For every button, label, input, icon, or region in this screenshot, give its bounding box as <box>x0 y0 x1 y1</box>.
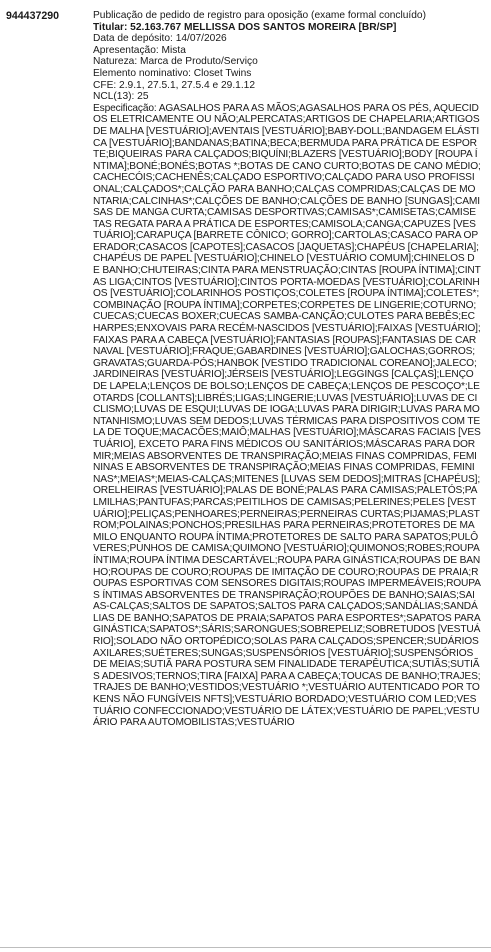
deposit-date: Data de depósito: 14/07/2026 <box>93 33 227 45</box>
nature-line: Natureza: Marca de Produto/Serviço <box>93 56 258 68</box>
specification-text: AGASALHOS PARA AS MÃOS;AGASALHOS PARA OS PÉS, AQUECIDOS ELETRICAMENTE OU NÃO;ALPERCATAS;ARTIGOS DE CHAPELARIA;ARTIGOS DE MALHA [VESTUÁRIO];AVENTAIS [VESTUÁRIO];BABY-DOLL;BANDAGEM ELÁSTICA [VESTUÁRIO];BANDANAS;BATINA;BECA;BERMUDA PARA PRÁTICA DE ESPORTE;BIQUEIRAS PARA CALÇADOS;BIQUÍNI;BLAZERS [VESTUÁRIO];BODY [ROUPA ÍNTIMA];BONÉ;BONÉS;BOTAS *;BOTAS DE CANO CURTO;BOTAS DE CANO MÉDIO;CACHECÓIS;CACHENÊS;CALÇADO ESPORTIVO;CALÇADO PARA USO PROFISSIONAL;CALÇADOS*;CALÇÃO PARA BANHO;CALÇAS COMPRIDAS;CALÇAS DE MONTARIA;CALCINHAS*;CALÇÕES DE BANHO;CALÇÕES DE BANHO [SUNGAS];CAMISAS DE MANGA CURTA;CAMISAS DESPORTIVAS;CAMISAS*;CAMISETAS;CAMISETAS REGATA PARA A PRÁTICA DE ESPORTES;CAMISOLA;CANGA;CAPUZES [VESTUÁRIO];CARAPUÇA [BARRETE CÔNICO; GORRO];CARTOLAS;CASACO PARA OPERADOR;CASACOS [CAPOTES];CASACOS [JAQUETAS];CHAPÉUS [CHAPELARIA];CHAPÉUS DE PAPEL [VESTUÁRIO];CHINELO [VESTUÁRIO COMUM];CHINELOS DE BANHO;CHUTEIRAS;CINTA PARA MENSTRUAÇÃO;CINTAS [ROUPA ÍNTIMA];CINTAS LIGA;CINTOS [VESTUÁRIO];CINTOS PORTA-MOEDAS [VESTUÁRIO];COLARINHOS [VESTUÁRIO];COLARINHOS POSTIÇOS;COLETES [ROUPA ÍNTIMA];COLETES*;COMBINAÇÃO [ROUPA ÍNTIMA];CORPETES;CORPETES DE LINGERIE;COTURNO;CUECAS;CUECAS BOXER;CUECAS SAMBA-CANÇÃO;CULOTES PARA BEBÊS;ECHARPES;ENXOVAIS PARA RECÉM-NASCIDOS [VESTUÁRIO];FAIXAS [VESTUÁRIO];FAIXAS PARA A CABEÇA [VESTUÁRIO];FANTASIAS [ROUPAS];FANTASIAS DE CARNAVAL [VESTUÁRIO];FRAQUE;GABARDINES [VESTUÁRIO];GALOCHAS;GORROS;GRAVATAS;GUARDA-PÓS;HANBOK [VESTIDO TRADICIONAL COREANO];JALECO;JARDINEIRAS [VESTUÁRIO];JÉRSEIS [VESTUÁRIO];LEGGINGS [CALÇAS];LENÇO DE LAPELA;LENÇOS DE BOLSO;LENÇOS DE CABEÇA;LENÇOS DE PESCOÇO*;LEOTARDS [COLLANTS];LIBRÉS;LIGAS;LINGERIE;LUVAS [VESTUÁRIO];LUVAS DE CICLISMO;LUVAS DE ESQUI;LUVAS DE IOGA;LUVAS PARA DIRIGIR;LUVAS PARA MONTANHISMO;LUVAS SEM DEDOS;LUVAS TÉRMICAS PARA DISPOSITIVOS COM TELA DE TOQUE;MACACÕES;MAIÔ;MALHAS [VESTUÁRIO];MÁSCARAS FACIAIS [VESTUÁRIO], EXCETO PARA FINS MÉDICOS OU SANITÁRIOS;MÁSCARAS PARA DORMIR;MEIAS ABSORVENTES DE TRANSPIRAÇÃO;MEIAS FINAS COMPRIDAS, FEMININAS E ABSORVENTES DE TRANSPIRAÇÃO;MEIAS FINAS COMPRIDAS, FEMININAS*;MEIAS*;MEIAS-CALÇAS;MITENES [LUVAS SEM DEDOS];MITRAS [CHAPÉUS];ORELHEIRAS [VESTUÁRIO];PALAS DE BONÉ;PALAS PARA CAMISAS;PALETÓS;PALMILHAS;PANTUFAS;PARCAS;PEITILHOS DE CAMISAS;PELERINES;PELES [VESTUÁRIO];PELIÇAS;PENHOARES;PERNEIRAS;PERNEIRAS CURTAS;PIJAMAS;PLASTROM;POLAINAS;PONCHOS;PRESILHAS PARA PERNEIRAS;PROTETORES DE MAMILO ENQUANTO ROUPA ÍNTIMA;PROTETORES DE SALTO PARA SAPATOS;PULÔVERES;PUNHOS DE CAMISA;QUIMONO [VESTUÁRIO];QUIMONOS;ROBES;ROUPA ÍNTIMA;ROUPA ÍNTIMA DESCARTÁVEL;ROUPA PARA GINÁSTICA;ROUPAS DE BANHO;ROUPAS DE COURO;ROUPAS DE IMITAÇÃO DE COURO;ROUPAS DE PRAIA;ROUPAS ESPORTIVAS COM SENSORES DIGITAIS;ROUPAS IMPERMEÁVEIS;ROUPAS ÍNTIMAS ABSORVENTES DE TRANSPIRAÇÃO;ROUPÕES DE BANHO;SAIAS;SAIAS-CALÇAS;SALTOS DE SAPATOS;SALTOS PARA CALÇADOS;SANDÁLIAS;SANDÁLIAS DE BANHO;SAPATOS DE PRAIA;SAPATOS PARA ESPORTES*;SAPATOS PARA GINÁSTICA;SAPATOS*;SÁRIS;SARONGUES;SOBREPELIZ;SOBRETUDOS [VESTUÁRIO];SOLADO NÃO ORTOPÉDICO;SOLAS PARA CALÇADOS;SPENCER;SUDÁRIOS AXILARES;SUÉTERES;SUNGAS;SUSPENSÓRIOS [VESTUÁRIO];SUSPENSÓRIOS DE MEIAS;SUTIÃ PARA POSTURA SEM FINALIDADE TERAPÊUTICA;SUTIÃS;SUTIÃS ADESIVOS;TERNOS;TIRA [FAIXA] PARA A CABEÇA;TOUCAS DE BANHO;TRAJES;TRAJES DE BANHO;VESTIDOS;VESTUÁRIO *;VESTUÁRIO AUTENTICADO POR TOKENS NÃO FUNGÍVEIS NFTS];VESTUÁRIO BORDADO;VESTUÁRIO COM LED;VESTUÁRIO CONFECCIONADO;VESTUÁRIO DE LÁTEX;VESTUÁRIO DE PAPEL;VESTUÁRIO PARA AUTOMOBILISTAS;VESTUÁRIO <box>93 102 481 729</box>
titular-line: Titular: 52.163.767 MELLISSA DOS SANTOS MOREIRA [BR/SP] <box>93 21 397 33</box>
cfe-line: CFE: 2.9.1, 27.5.1, 27.5.4 e 29.1.12 <box>93 79 255 91</box>
specification-block <box>93 103 481 729</box>
specification-label: Especificação: <box>93 102 157 114</box>
ncl-line: NCL(13): 25 <box>93 91 149 103</box>
dispatch-description: Publicação de pedido de registro para oposição (exame formal concluído) <box>93 10 426 21</box>
presentation-line: Apresentação: Mista <box>93 44 186 56</box>
bottom-divider <box>0 947 491 948</box>
nominative-element-line: Elemento nominativo: Closet Twins <box>93 67 252 79</box>
process-number[interactable]: 944437290 <box>6 10 60 22</box>
record-details <box>93 10 481 729</box>
